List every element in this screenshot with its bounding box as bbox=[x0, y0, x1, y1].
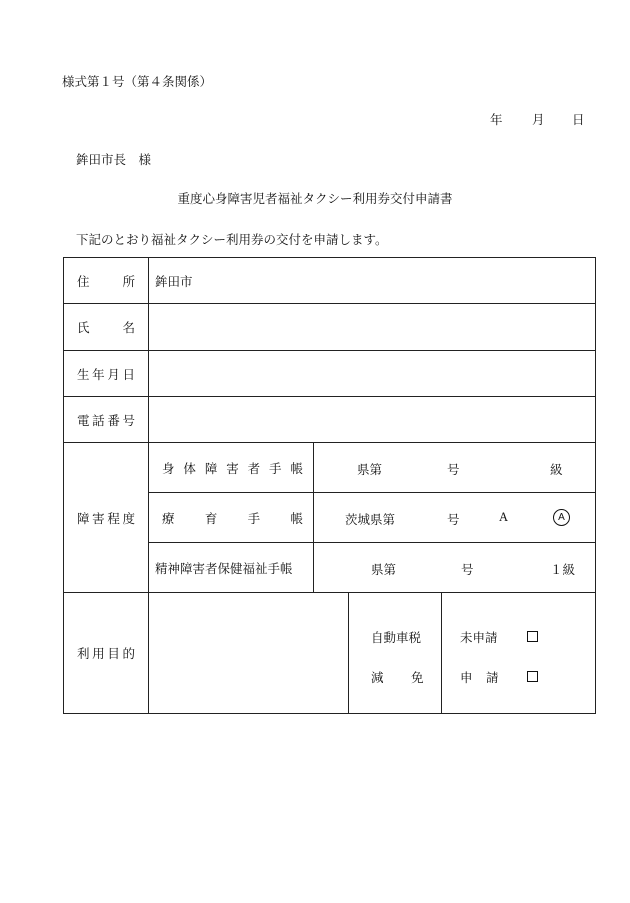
physical-handbook-number[interactable] bbox=[314, 443, 596, 493]
mental-handbook-label: 精神障害者保健福祉手帳 bbox=[149, 543, 314, 593]
date-month-label: 月 bbox=[532, 112, 545, 127]
mental-grade: １級 bbox=[550, 561, 576, 577]
address-label: 住 所 bbox=[64, 258, 149, 304]
purpose-row bbox=[64, 593, 596, 714]
exemption-label-2: 免 bbox=[411, 669, 424, 685]
physical-grade: 級 bbox=[550, 461, 563, 477]
phone-field[interactable] bbox=[149, 397, 596, 443]
rehab-grade-a[interactable]: A bbox=[499, 509, 509, 524]
address-field[interactable]: 鉾田市 bbox=[149, 258, 596, 304]
addressee: 鉾田市長 様 bbox=[76, 152, 152, 167]
physical-number-suffix: 号 bbox=[447, 461, 460, 477]
tax-exemption-options bbox=[442, 593, 596, 714]
mental-prefecture: 県第 bbox=[371, 561, 397, 577]
applied-checkbox[interactable] bbox=[527, 671, 538, 682]
physical-handbook-label: 身 体 障 害 者 手 帳 bbox=[149, 443, 314, 493]
car-tax-label: 自動車税 bbox=[371, 629, 422, 645]
intro-text: 下記のとおり福祉タクシー利用券の交付を申請します。 bbox=[76, 232, 388, 247]
date-year-label: 年 bbox=[490, 112, 503, 127]
rehab-number-suffix: 号 bbox=[447, 511, 460, 527]
mental-number-suffix: 号 bbox=[461, 561, 474, 577]
phone-row bbox=[64, 397, 596, 443]
address-row bbox=[64, 258, 596, 304]
physical-prefecture: 県第 bbox=[357, 461, 383, 477]
name-row bbox=[64, 304, 596, 351]
name-label: 氏 名 bbox=[64, 304, 149, 351]
birthdate-label: 生 年 月 日 bbox=[64, 351, 149, 397]
date-day-label: 日 bbox=[572, 112, 585, 127]
not-applied-label: 未申請 bbox=[460, 629, 498, 645]
disability-row-physical bbox=[64, 443, 596, 493]
exemption-label-1: 減 bbox=[371, 669, 384, 685]
page-title: 重度心身障害児者福祉タクシー利用券交付申請書 bbox=[177, 191, 453, 206]
mental-handbook-number[interactable] bbox=[314, 543, 596, 593]
rehab-handbook-label: 療 育 手 帳 bbox=[149, 493, 314, 543]
purpose-label: 利 用 目 的 bbox=[64, 593, 149, 714]
application-form-table bbox=[63, 257, 596, 714]
not-applied-checkbox[interactable] bbox=[527, 631, 538, 642]
applied-label-1: 申 bbox=[460, 669, 473, 685]
birthdate-row bbox=[64, 351, 596, 397]
name-field[interactable] bbox=[149, 304, 596, 351]
purpose-field[interactable] bbox=[149, 593, 349, 714]
applied-label-2: 請 bbox=[486, 669, 499, 685]
rehab-prefecture: 茨城県第 bbox=[345, 511, 396, 527]
birthdate-field[interactable] bbox=[149, 351, 596, 397]
form-number-label: 様式第１号（第４条関係） bbox=[62, 74, 213, 89]
phone-label: 電 話 番 号 bbox=[64, 397, 149, 443]
car-tax-exemption-label bbox=[349, 593, 442, 714]
rehab-handbook-number[interactable] bbox=[314, 493, 596, 543]
rehab-grade-circled-a[interactable]: A bbox=[553, 509, 570, 526]
disability-label: 障 害 程 度 bbox=[64, 443, 149, 593]
